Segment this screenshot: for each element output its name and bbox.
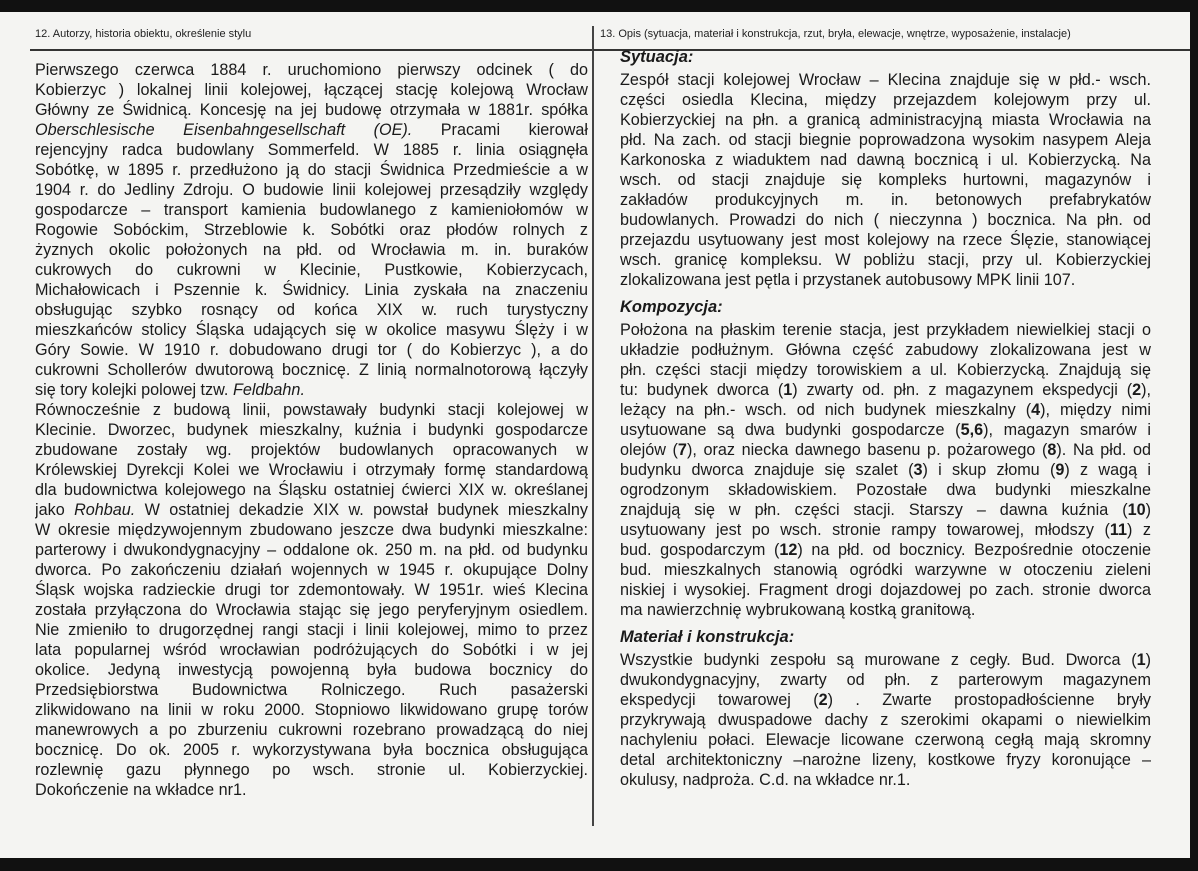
text-line: mieszkańców stolicy Śląska udających się w okolice masywu Ślęży i w bbox=[35, 321, 588, 339]
building-number: 3 bbox=[913, 461, 923, 479]
italic-term: Feldbahn. bbox=[232, 381, 305, 399]
text-line: gospodarcze – transport kamienia budowlanego z kamieniołomów w bbox=[35, 201, 588, 219]
text-line: Karkonoska z wiaduktem nad dawną bocznicą i ul. Kobierzycką. Na bbox=[620, 151, 1151, 169]
text-line: Nie zmieniło to drugorzędnej rangi stacji i linii kolejowej, mimo to przez bbox=[35, 621, 588, 639]
section-heading: Sytuacja: bbox=[620, 48, 694, 66]
paragraph bbox=[35, 400, 588, 800]
text-line: parterowy i dwukondygnacyjny – oddalone ok. 250 m. na płd. od budynku bbox=[35, 541, 588, 559]
text-line: Przedsiębiorstwa Budownictwa Rolniczego. Ruch pasażerski bbox=[35, 681, 588, 699]
building-number: 7 bbox=[677, 441, 687, 459]
text-line: leżący na płn.- wsch. od nich budynek mieszkalny (4), między nimi bbox=[620, 401, 1151, 419]
text-line: Kobierzyckiej na płn. a granicą administracyjną miasta Wrocławia na bbox=[620, 111, 1151, 129]
text-line: Kobierzyc ) lokalnej linii kolejowej, łączącej stację kolejową Wrocław bbox=[35, 81, 588, 99]
building-number: 10 bbox=[1127, 501, 1146, 519]
text-line: zbudowane zostały wg. projektów budowlanych opracowanych w bbox=[35, 441, 588, 459]
text-line: bud. mieszkalnych stanowią ogródki warzywne w otoczeniu zieleni bbox=[620, 561, 1151, 579]
text-line: Zespół stacji kolejowej Wrocław – Klecina znajduje się w płd.- wsch. bbox=[620, 71, 1151, 89]
text-line: lata popularnej wśród wrocławian podróżujących do Sobótki i w jej bbox=[35, 641, 588, 659]
text-line: Wszystkie budynki zespołu są murowane z cegły. Bud. Dworca (1) bbox=[620, 651, 1151, 669]
text-line: została przyłączona do Wrocławia stając się jego peryferyjnym osiedlem. bbox=[35, 601, 588, 619]
building-number: 2 bbox=[818, 691, 828, 709]
section-kompozycja bbox=[620, 295, 1151, 625]
text-line: układzie podłużnym. Główna część zabudowy zlokalizowana jest w bbox=[620, 341, 1151, 359]
section-heading: Kompozycja: bbox=[620, 298, 723, 316]
text-line: budowlanych. Prowadzi do nich ( nieczynna ) bocznica. Na płn. od bbox=[620, 211, 1151, 229]
text-line: ekspedycji towarowej (2) . Zwarte prostopadłościenne bryły bbox=[620, 691, 1151, 709]
section-12-header: 12. Autorzy, historia obiektu, określenie stylu bbox=[35, 28, 252, 40]
text-line: Góry Sowie. W 1910 r. dobudowano drugi tor ( do Kobierzyc ), a do bbox=[35, 341, 588, 359]
text-line: Oberschlesische Eisenbahngesellschaft (OE). Pracami kierował bbox=[35, 121, 588, 139]
text-line: usytuowane są dwa budynki gospodarcze (5,6), magazyn smarów i bbox=[620, 421, 1151, 439]
text-line: W okresie międzywojennym zbudowano jeszcze dwa budynki mieszkalne: bbox=[35, 521, 588, 539]
text-line: żyznych okolic położonych na płd. od Wrocławia m. in. buraków bbox=[35, 241, 588, 259]
text-line: Śląsk wojska radzieckie drugi tor zdemontowały. W 1951r. wieś Klecina bbox=[35, 581, 588, 599]
description-column bbox=[620, 45, 1151, 790]
text-line: Rogowie Sobóckim, Strzeblowie k. Sobótki oraz płodów rolnych z bbox=[35, 221, 588, 239]
text-line: dworca. Po zakończeniu działań wojennych w 1945 r. okupujące Dolny bbox=[35, 561, 588, 579]
section-materiał-i-konstrukcja bbox=[620, 625, 1151, 790]
text-line: olejów (7), oraz niecka dawnego basenu p. pożarowego (8). Na płd. od bbox=[620, 441, 1151, 459]
text-line: Pierwszego czerwca 1884 r. uruchomiono pierwszy odcinek ( do bbox=[35, 61, 588, 79]
text-line: niskiej i wysokiej. Fragment drogi dojazdowej po zach. stronie dworca bbox=[620, 581, 1151, 599]
building-number: 2 bbox=[1132, 381, 1142, 399]
text-line: obsługując szybko rosnący od końca XIX w. ruch turystyczny bbox=[35, 301, 588, 319]
text-line: wsch. granicę kompleksu. W pobliżu stacji, przy ul. Kobierzyckiej bbox=[620, 251, 1151, 269]
text-line: Położona na płaskim terenie stacja, jest przykładem niewielkiej stacji o bbox=[620, 321, 1151, 339]
building-number: 8 bbox=[1047, 441, 1057, 459]
text-line: cukrowych do cukrowni w Klecinie, Pustkowie, Kobierzycach, bbox=[35, 261, 588, 279]
paragraph bbox=[35, 60, 588, 400]
text-line: Równocześnie z budową linii, powstawały budynki stacji kolejowej w bbox=[35, 401, 588, 419]
text-line: budynku dworca znajduje się szalet (3) i skup złomu (9) z wagą i bbox=[620, 461, 1151, 479]
building-number: 12 bbox=[779, 541, 798, 559]
section-sytuacja bbox=[620, 45, 1151, 295]
header-underline bbox=[30, 49, 593, 51]
text-line: Główny ze Świdnicą. Koncesję na jej budowę otrzymała w 1881r. spółka bbox=[35, 101, 588, 119]
text-line: manewrowych a po zburzeniu cukrowni rozebrano prowadzącą do niej bbox=[35, 721, 588, 739]
text-line: ma nawierzchnię wybrukowaną kostką granitową. bbox=[620, 601, 976, 619]
building-number: 4 bbox=[1031, 401, 1041, 419]
text-line: znajdują się w płn. części stacji. Starszy – dawna kuźnia (10) bbox=[620, 501, 1151, 519]
column-divider bbox=[592, 26, 594, 826]
text-line: usytuowany jest po wsch. stronie rampy towarowej, młodszy (11) z bbox=[620, 521, 1151, 539]
text-line: płd. Na zach. od stacji biegnie poprowadzona wysokim nasypem Aleja bbox=[620, 131, 1151, 149]
text-line: detal architektoniczny –narożne lizeny, kostkowe fryzy koronujące – bbox=[620, 751, 1151, 769]
text-line: okolice. Jedyną inwestycją powojenną była budowa bocznicy do bbox=[35, 661, 588, 679]
text-line: dwukondygnacyjny, zwarty od płn. z parterowym magazynem bbox=[620, 671, 1151, 689]
building-number: 11 bbox=[1109, 521, 1127, 539]
text-line: Michałowicach i Pszennie k. Świdnicy. Linia zyskała na znaczeniu bbox=[35, 281, 588, 299]
building-number: 9 bbox=[1055, 461, 1065, 479]
text-line: części osiedla Klecina, między przejazdem kolejowym przy ul. bbox=[620, 91, 1151, 109]
building-number: 1 bbox=[783, 381, 793, 399]
text-line: rejencyjny radca budowlany Sommerfeld. W 1885 r. linia osiągnęła bbox=[35, 141, 588, 159]
text-line: Klecinie. Dworzec, budynek mieszkalny, kuźnia i budynki gospodarcze bbox=[35, 421, 588, 439]
text-line: Sobótkę, w 1895 r. przedłużono ją do stacji Świdnica Przedmieście a w bbox=[35, 161, 588, 179]
history-column bbox=[35, 60, 588, 800]
text-line: zakładów produkcyjnych m. in. betonowych prefabrykatów bbox=[620, 191, 1151, 209]
text-line: cukrowni Schollerów dwutorową bocznicę. Z linią normalnotorową łączyły bbox=[35, 361, 588, 379]
text-line: bocznicę. Do ok. 2005 r. wykorzystywana była bocznica obsługująca bbox=[35, 741, 588, 759]
text-line: zlikwidowano na linii w roku 2000. Stopniowo likwidowano grupę torów bbox=[35, 701, 588, 719]
text-line: rozlewnię gazu płynnego po wsch. stronie ul. Kobierzyckiej. bbox=[35, 761, 588, 779]
text-line: tu: budynek dworca (1) zwarty od. płn. z magazynem ekspedycji (2), bbox=[620, 381, 1151, 399]
section-heading: Materiał i konstrukcja: bbox=[620, 628, 795, 646]
text-line: jako Rohbau. W ostatniej dekadzie XIX w. powstał budynek mieszkalny bbox=[35, 501, 588, 519]
italic-term: Oberschlesische Eisenbahngesellschaft (OE). bbox=[35, 121, 413, 139]
text-line: wsch. od stacji znajduje się kompleks hurtowni, magazynów i bbox=[620, 171, 1151, 189]
text-line: Dokończenie na wkładce nr1. bbox=[35, 781, 247, 799]
text-line: bud. gospodarczym (12) na płd. od bocznicy. Bezpośrednie otoczenie bbox=[620, 541, 1151, 559]
text-line: 1904 r. do Jedliny Zdroju. O budowie linii kolejowej przesądziły względy bbox=[35, 181, 588, 199]
text-line: ogrodzonym składowiskiem. Pozostałe dwa budynki mieszkalne bbox=[620, 481, 1151, 499]
text-line: przykrywają dwuspadowe dachy z szerokimi okapami o niewielkim bbox=[620, 711, 1151, 729]
scanned-form-page bbox=[0, 12, 1190, 858]
building-number: 5,6 bbox=[960, 421, 984, 439]
text-line: przejazdu usytuowany jest most kolejowy na rzece Ślęzie, stanowiącej bbox=[620, 231, 1151, 249]
text-line: Królewskiej Dyrekcji Kolei we Wrocławiu i otrzymały formę standardową bbox=[35, 461, 588, 479]
section-13-header: 13. Opis (sytuacja, materiał i konstrukcja, rzut, bryła, elewacje, wnętrze, wyposażenie, instalacje) bbox=[600, 28, 1071, 40]
text-line: się tory kolejki polowej tzw. Feldbahn. bbox=[35, 381, 305, 399]
text-line: zlokalizowana jest pętla i przystanek autobusowy MPK linii 107. bbox=[620, 271, 1076, 289]
text-line: nachyleniu połaci. Elewacje licowane czerwoną cegłą mają skromny bbox=[620, 731, 1151, 749]
italic-term: Rohbau. bbox=[74, 501, 136, 519]
text-line: dla budownictwa kolejowego na Śląsku ostatniej ćwierci XIX w. określanej bbox=[35, 481, 588, 499]
building-number: 1 bbox=[1136, 651, 1146, 669]
text-line: okulusy, nadproża. C.d. na wkładce nr.1. bbox=[620, 771, 911, 789]
text-line: płn. części stacji między torowiskiem a ul. Kobierzycką. Znajdują się bbox=[620, 361, 1151, 379]
